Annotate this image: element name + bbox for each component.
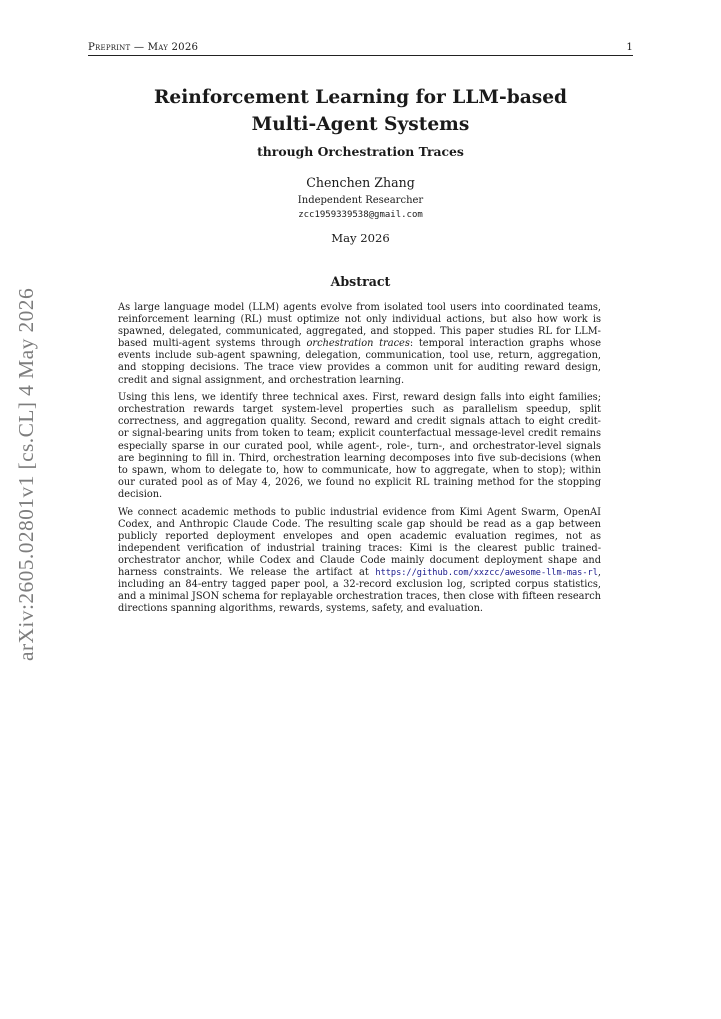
- running-header-title: Preprint — May 2026: [88, 42, 199, 53]
- page-number: 1: [626, 42, 633, 53]
- abstract-p3-text-b: , including an 84-entry tagged paper pool, a 32-record exclusion log, scripted corpus statistics, and a minimal JSON schema for replayable orchestration traces, then close with fifteen research directions spanning algorithms, rewards, systems, safety, and evaluation.: [118, 566, 601, 615]
- abstract-p1-text-a: As large language model (LLM) agents evolve from isolated tool users into coordinated teams, reinforcement learning (RL) must optimize not only individual actions, but also how work is spawned, delegated, communicated, aggregated, and stopped. This paper studies RL for LLM-based multi-agent systems through: [118, 302, 601, 350]
- author-email: zcc1959339538@gmail.com: [298, 210, 423, 220]
- abstract-body: [118, 302, 601, 621]
- running-header: [88, 42, 633, 56]
- abstract-p1-text-b: : temporal interaction graphs whose events include sub-agent spawning, delegation, communication, tool use, return, aggregation, and stopping decisions. The trace view provides a common unit for auditing reward design, credit and signal assignment, and orchestration learning.: [118, 338, 601, 386]
- paper-subtitle: through Orchestration Traces: [257, 144, 464, 159]
- author-name: Chenchen Zhang: [306, 175, 415, 190]
- abstract-p1-emphasis: orchestration traces: [306, 338, 410, 350]
- abstract-paragraph-2: Using this lens, we identify three technical axes. First, reward design falls into eight families; orchestration rewards target system-level properties such as parallelism speedup, split correctness, and aggregation quality. Second, reward and credit signals attach to eight credit- or signal-bearing units from token to team; explicit counterfactual message-level credit remains especially sparse in our curated pool, while agent-, role-, turn-, and orchestrator-level signals are beginning to fill in. Third, orchestration learning decomposes into five sub-decisions (when to spawn, whom to delegate to, how to communicate, how to aggregate, when to stop); within our curated pool as of May 4, 2026, we found no explicit RL training method for the stopping decision.: [118, 392, 601, 500]
- paper-title-line-2: Multi-Agent Systems: [251, 114, 470, 135]
- abstract-p3-text-a: We connect academic methods to public industrial evidence from Kimi Agent Swarm, OpenAI Codex, and Anthropic Claude Code. The resulting scale gap should be read as a gap between publicly reported deployment envelopes and open academic evaluation regimes, not as independent verification of industrial training traces: Kimi is the clearest public trained-orchestrator anchor, while Codex and Claude Code mainly document deployment shape and harness constraints. We release the artifact at: [118, 506, 601, 578]
- paper-date: May 2026: [331, 231, 390, 245]
- artifact-link[interactable]: https://github.com/xxzcc/awesome-llm-mas-rl: [375, 567, 598, 578]
- arxiv-side-stamp: arXiv:2605.02801v1 [cs.CL] 4 May 2026: [14, 287, 38, 661]
- abstract-heading: Abstract: [330, 274, 391, 289]
- abstract-paragraph-1: [118, 302, 601, 387]
- paper-title: [88, 84, 633, 138]
- abstract-paragraph-3: [118, 507, 601, 616]
- author-affiliation: Independent Researcher: [297, 195, 424, 206]
- paper-title-line-1: Reinforcement Learning for LLM-based: [153, 87, 568, 108]
